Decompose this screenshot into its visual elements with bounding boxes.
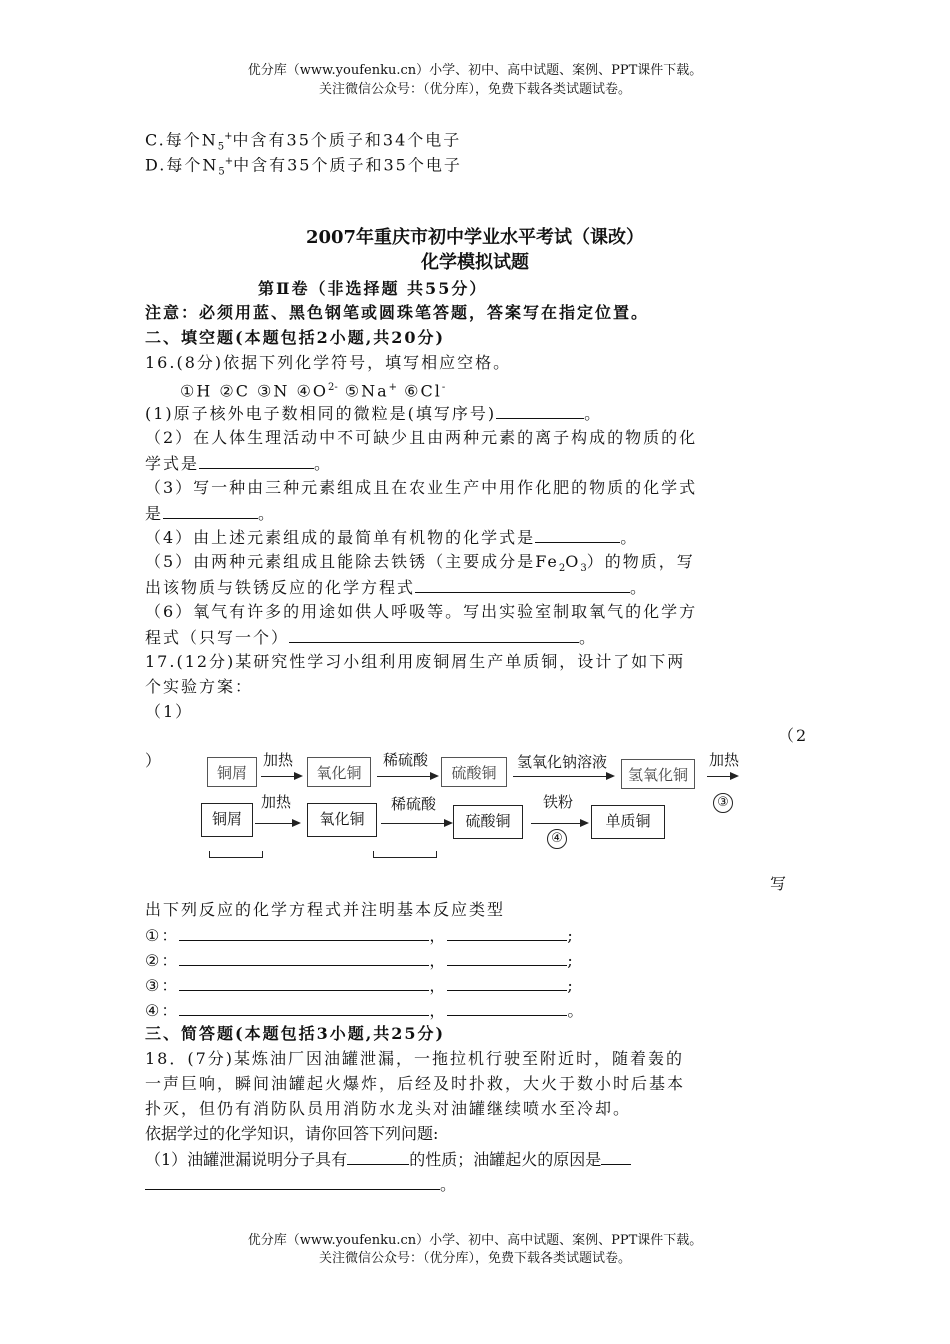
q18-line-d: 依据学过的化学知识，请你回答下列问题:: [145, 1124, 439, 1143]
q17-scheme-1-label: （1）: [145, 702, 194, 721]
hidden-row-remnant-1: [209, 851, 263, 858]
q16-part2-b: 学式是 。: [145, 450, 810, 476]
answer-blank[interactable]: [415, 574, 630, 593]
main-label-dilute-acid: 稀硫酸: [391, 795, 437, 813]
header-line-2: 关注微信公众号：（优分库），免费下载各类试题试卷。: [318, 82, 631, 97]
main-box-copper-sulfate: 硫酸铜: [453, 805, 523, 839]
reaction-1: ①： ， ;: [145, 922, 810, 948]
reaction-type-blank[interactable]: [447, 972, 567, 991]
top-arrow-1: [261, 776, 301, 777]
top-arrow-4: [707, 776, 737, 777]
top-box-copper-scrap: 铜屑: [207, 757, 257, 787]
q16-symbols: ①H ②C ③N $④O^{2-}$ ⑤Na+ ⑥Cl-: [180, 381, 446, 401]
q17-write-tail: 写: [770, 874, 789, 893]
equation-blank[interactable]: [179, 997, 429, 1016]
main-box-copper-oxide: 氧化铜: [307, 803, 377, 837]
footer-line-2: 关注微信公众号：（优分库），免费下载各类试题试卷。: [318, 1251, 631, 1266]
main-label-heat: 加热: [261, 793, 292, 811]
q16-part3-a: （3）写一种由三种元素组成且在农业生产中用作化肥的物质的化学式: [145, 478, 698, 497]
q17-scheme-2-label-left: （2: [778, 726, 809, 745]
equation-blank[interactable]: [179, 947, 429, 966]
q18-line-b: 一声巨响，瞬间油罐起火爆炸，后经及时扑救，大火于数小时后基本: [145, 1074, 686, 1093]
step-3-circle: ③: [713, 793, 733, 813]
option-d: D.每个$N_5^+$中含有35个质子和35个电子: [145, 155, 462, 178]
q18-part1-cont: 。: [145, 1171, 810, 1197]
q16-stem: 16.(8分)依据下列化学符号，填写相应空格。: [145, 353, 512, 372]
q16-part6-a: （6）氧气有许多的用途如供人呼吸等。写出实验室制取氧气的化学方: [145, 602, 698, 621]
q16-part3-b: 是 。: [145, 500, 810, 526]
top-label-heat-1: 加热: [263, 751, 294, 769]
flow-diagram: [195, 745, 755, 865]
reaction-4: ④： ， 。: [145, 997, 810, 1023]
top-box-copper-oxide: 氧化铜: [307, 757, 371, 787]
answer-blank[interactable]: [199, 450, 314, 469]
top-label-naoh: 氢氧化钠溶液: [517, 753, 608, 771]
main-arrow-1: [255, 823, 299, 824]
answer-blank[interactable]: [535, 524, 620, 543]
answer-blank[interactable]: [496, 400, 584, 419]
q18-line-c: 扑灭，但仍有消防队员用消防水龙头对油罐继续喷水至冷却。: [145, 1099, 632, 1118]
q16-part1: (1)原子核外电子数相同的微粒是(填写序号) 。: [145, 400, 810, 426]
reaction-3: ③： ， ;: [145, 972, 810, 998]
q16-part5-a: （5）由两种元素组成且能除去铁锈（主要成分是$Fe_2O_3$）的物质，写: [145, 552, 695, 575]
answer-blank[interactable]: [347, 1146, 409, 1165]
top-label-dilute-acid: 稀硫酸: [383, 751, 429, 769]
main-arrow-3: [531, 823, 587, 824]
equation-blank[interactable]: [179, 922, 429, 941]
q16-part6-b: 程式（只写一个） 。: [145, 624, 810, 650]
reaction-type-blank[interactable]: [447, 997, 567, 1016]
main-box-copper-scrap: 铜屑: [201, 803, 253, 837]
section-label: 第Ⅱ卷（非选择题 共55分）: [258, 279, 488, 298]
q18-line-a: 18．(7分)某炼油厂因油罐泄漏，一拖拉机行驶至附近时，随着轰的: [145, 1049, 685, 1068]
answer-blank[interactable]: [289, 624, 579, 643]
main-box-elemental-copper: 单质铜: [591, 805, 665, 839]
q17-stem-b: 个实验方案：: [145, 677, 254, 696]
exam-subtitle: 化学模拟试题: [421, 252, 529, 273]
top-label-heat-2: 加热: [709, 751, 740, 769]
equation-blank[interactable]: [179, 972, 429, 991]
hidden-row-remnant-2: [373, 851, 437, 858]
reaction-type-blank[interactable]: [447, 947, 567, 966]
answer-blank[interactable]: [601, 1146, 631, 1165]
footer-line-1: 优分库（www.youfenku.cn）小学、初中、高中试题、案例、PPT课件下载。: [247, 1233, 703, 1248]
answer-blank[interactable]: [145, 1171, 440, 1190]
header-line-1: 优分库（www.youfenku.cn）小学、初中、高中试题、案例、PPT课件下载。: [247, 63, 703, 78]
top-arrow-3: [513, 776, 613, 777]
q16-part2-a: （2）在人体生理活动中不可缺少且由两种元素的离子构成的物质的化: [145, 428, 698, 447]
main-arrow-2: [381, 823, 451, 824]
option-c: C.每个$N_5^+$中含有35个质子和34个电子: [145, 130, 462, 153]
q17-stem-a: 17.(12分)某研究性学习小组利用废铜屑生产单质铜，设计了如下两: [145, 652, 686, 671]
reaction-2: ②： ， ;: [145, 947, 810, 973]
q17-write-line: 出下列反应的化学方程式并注明基本反应类型: [145, 900, 506, 919]
exam-title: 2007年重庆市初中学业水平考试（课改）: [305, 227, 645, 248]
q16-part5-b: 出该物质与铁锈反应的化学方程式 。: [145, 574, 810, 600]
top-arrow-2: [377, 776, 437, 777]
main-label-iron-powder: 铁粉: [543, 793, 574, 811]
answer-blank[interactable]: [163, 500, 258, 519]
q17-scheme-2-label-right: ）: [145, 751, 164, 770]
top-box-copper-sulfate: 硫酸铜: [441, 757, 507, 787]
part-two-heading: 二、填空题(本题包括2小题,共20分): [145, 328, 446, 347]
step-4-circle: ④: [547, 829, 567, 849]
notice: 注意：必须用蓝、黑色钢笔或圆珠笔答题，答案写在指定位置。: [145, 303, 650, 322]
q18-part1: （1）油罐泄漏说明分子具有 的性质；油罐起火的原因是: [145, 1146, 810, 1172]
q16-part4: （4）由上述元素组成的最简单有机物的化学式是 。: [145, 524, 810, 550]
part-three-heading: 三、简答题(本题包括3小题,共25分): [145, 1024, 446, 1043]
reaction-type-blank[interactable]: [447, 922, 567, 941]
top-box-copper-hydroxide: 氢氧化铜: [621, 759, 695, 789]
